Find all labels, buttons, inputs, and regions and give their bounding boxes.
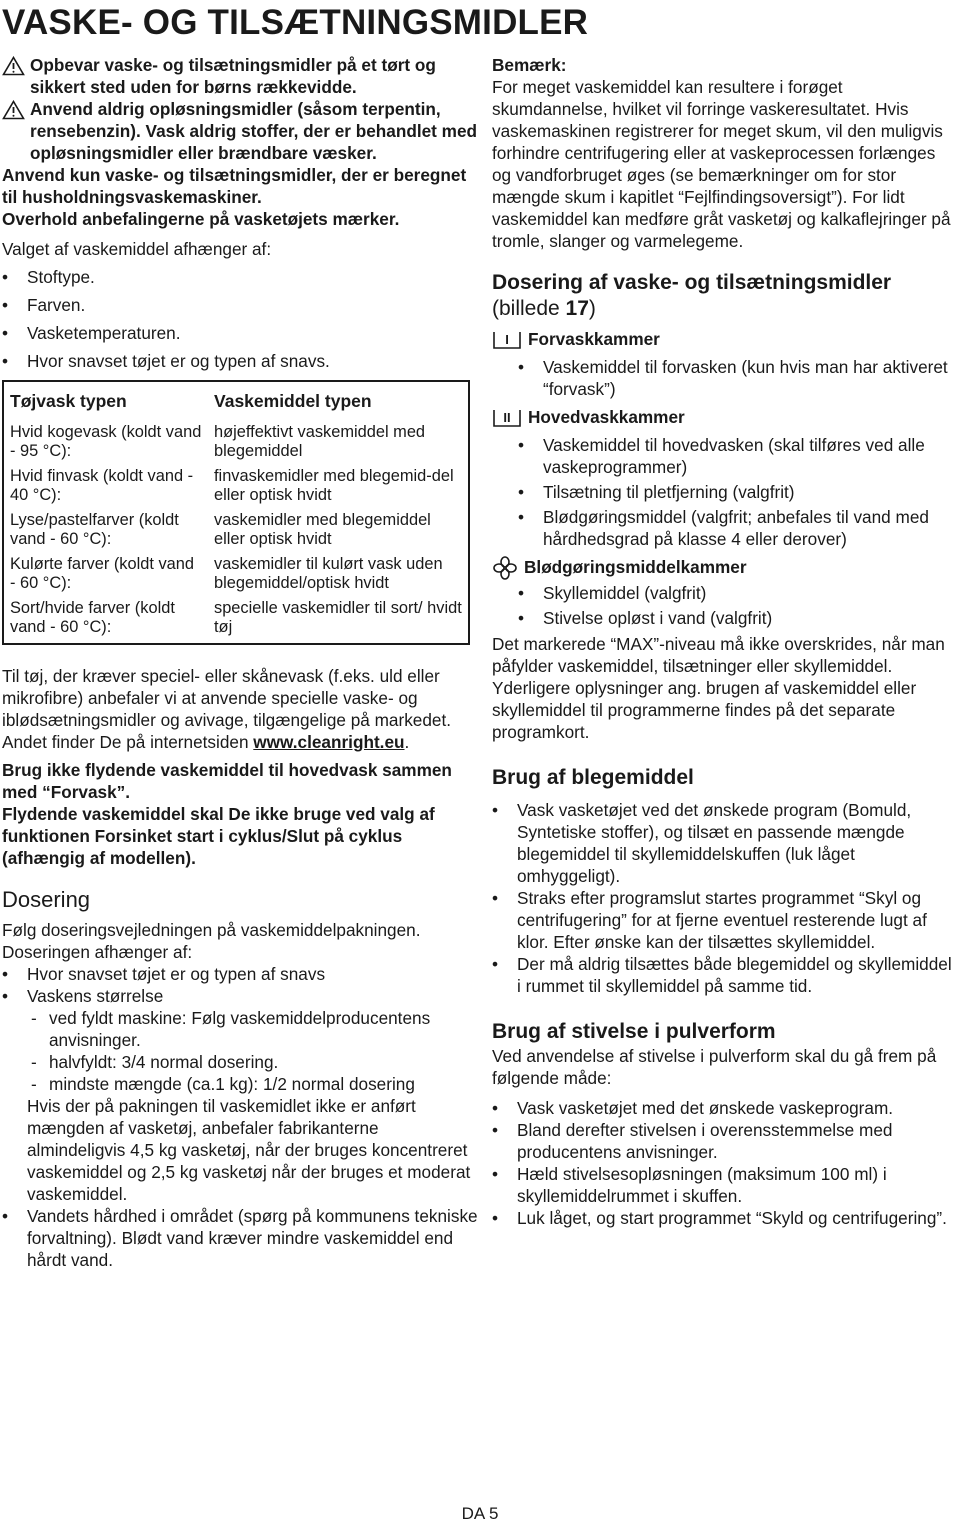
left-column [2, 54, 480, 1271]
prewash-title: Forvaskkammer [528, 329, 660, 349]
website-line [2, 731, 480, 753]
dosing-compartments-heading: Dosering af vaske- og tilsætningsmidler [492, 271, 892, 294]
column-header-laundry-type: Tøjvask typen [10, 391, 127, 411]
list-item [27, 1051, 480, 1073]
table-cell: Hvid finvask (koldt vand - 40 °C): [10, 467, 194, 504]
mainwash-heading [492, 406, 958, 428]
website-suffix: . [404, 732, 410, 752]
dash-marker: - [31, 1074, 37, 1094]
list-item: • Skyllemiddel (valgfrit) [518, 582, 958, 604]
list-item: • Tilsætning til pletfjerning (valgfrit) [518, 481, 958, 503]
detergent-table [2, 380, 470, 645]
table-header-row [3, 381, 469, 420]
table-cell: vaskemidler til kulørt vask uden blegemiddel/optisk hvidt [214, 555, 443, 592]
softener-heading [492, 556, 958, 578]
dosing-heading: Dosering [2, 887, 91, 912]
list-item: • Der må aldrig tilsættes både blegemiddel og skyllemiddel i rummet til skyllemiddel på samme tid. [492, 953, 958, 997]
softener-title: Blødgøringsmiddelkammer [524, 557, 747, 577]
table-row [3, 464, 469, 508]
starch-heading: Brug af stivelse i pulverform [492, 1020, 776, 1043]
mainwash-title: Hovedvaskkammer [528, 407, 685, 427]
bold-note-prewash: Brug ikke flydende vaskemiddel til hovedvask sammen med “Forvask”. [2, 760, 452, 802]
table-cell: Hvid kogevask (koldt vand - 95 °C): [10, 423, 202, 460]
table-cell: Kulørte farver (koldt vand - 60 °C): [10, 555, 195, 592]
table-row [3, 508, 469, 552]
list-item [27, 1007, 480, 1051]
table-cell: vaskemidler med blegemiddel eller optisk hvidt [214, 511, 431, 548]
warning-triangle-icon [2, 100, 25, 120]
warning-solvents [2, 98, 480, 164]
table-row [3, 596, 469, 644]
mainwash-icon-label: II [503, 410, 511, 425]
flower-softener-icon [492, 556, 518, 580]
dosing-size-label: Vaskens størrelse [27, 986, 164, 1006]
max-level-text: Det markerede “MAX”-niveau må ikke overskrides, når man påfylder vaskemiddel, tilsætninger eller skyllemiddel. [492, 634, 945, 676]
list-item: • Vasketemperaturen. [2, 322, 480, 344]
dosing-size-sublist [27, 1007, 480, 1095]
dash-marker: - [31, 1008, 37, 1028]
list-item: • Hvor snavset tøjet er og typen af snavs. [2, 350, 480, 372]
bleach-list [492, 799, 958, 997]
more-info-text: Yderligere oplysninger ang. brugen af vaskemiddel eller skyllemiddel til programmerne findes på det separate programkort. [492, 678, 917, 742]
note-text: For meget vaskemiddel kan resultere i forøget skumdannelse, hvilket vil forringe vaskeresultatet. Hvis vaskemaskinen registrerer for meget skum, vil den muligvis forhindre centrifugering eller at vaskeprocessen forlænges og vandforbruget øges (se bemærkninger om for stor mængde skum i kapitlet “Fejlfindingsoversigt”). For lidt vaskemiddel kan medføre gråt vasketøj og kalkaflejringer på tromle, slanger og varmelegeme. [492, 77, 951, 251]
note-heading: Bemærk: [492, 55, 567, 75]
list-item: • Farven. [2, 294, 480, 316]
image-ref-prefix: (billede [492, 297, 566, 320]
image-ref [492, 296, 958, 322]
bold-note-delayed-start: Flydende vaskemiddel skal De ikke bruge ved valg af funktionen Forsinket start i cyklus/Slut på cyklus (afhængig af modellen). [2, 804, 435, 868]
right-column [492, 54, 958, 1229]
warning-triangle-icon [2, 56, 25, 76]
mainwash-compartment-icon [492, 406, 522, 428]
dosing-list-2 [2, 1205, 480, 1271]
warning-storage-text: Opbevar vaske- og tilsætningsmidler på et tørt og sikkert sted uden for børns rækkevidde. [30, 55, 436, 97]
warning-solvents-text: Anvend aldrig opløsningsmidler (såsom terpentin, rensebenzin). Vask aldrig stoffer, der er behandlet med opløsningsmidler eller brændbare væsker. [30, 99, 478, 163]
list-item: • Stoftype. [2, 266, 480, 288]
website-prefix: Andet finder De på internetsiden [2, 732, 254, 752]
table-row [3, 552, 469, 596]
table-cell: finvaskemidler med blegemid-del eller optisk hvidt [214, 467, 454, 504]
list-item: • Vask vasketøjet med det ønskede vaskeprogram. [492, 1097, 958, 1119]
prewash-list [518, 356, 958, 400]
list-item: • Stivelse opløst i vand (valgfrit) [518, 607, 958, 629]
dosing-sub-text: halvfyldt: 3/4 normal dosering. [49, 1052, 279, 1072]
dosing-after-text: Hvis der på pakningen til vaskemidlet ikke er anført mængden af vasketøj, anbefaler fabrikanterne almindeligvis 4,5 kg vasketøj, når der bruges koncentreret vaskemiddel og 2,5 kg vasketøj når der bruges et moderat vaskemiddel. [27, 1096, 471, 1204]
dosing-sub-text: ved fyldt maskine: Følg vaskemiddelproducentens anvisninger. [49, 1008, 431, 1050]
prewash-heading [492, 328, 958, 350]
warning-household: Anvend kun vaske- og tilsætningsmidler, der er beregnet til husholdningsvaskemaskiner. [2, 165, 467, 207]
starch-intro: Ved anvendelse af stivelse i pulverform skal du gå frem på følgende måde: [492, 1046, 937, 1088]
dosing-sub-text: mindste mængde (ca.1 kg): 1/2 normal dosering [49, 1074, 415, 1094]
dosing-intro: Følg doseringsvejledningen på vaskemiddelpakningen. Doseringen afhænger af: [2, 920, 421, 962]
dosing-list [2, 963, 480, 1007]
warning-storage [2, 54, 480, 98]
choice-factors-list [2, 266, 480, 372]
dash-marker: - [31, 1052, 37, 1072]
choice-intro: Valget af vaskemiddel afhænger af: [2, 239, 272, 259]
table-row [3, 420, 469, 464]
list-item [27, 1073, 480, 1095]
page-number: DA 5 [461, 1504, 499, 1523]
list-item: • Vask vasketøjet ved det ønskede program (Bomuld, Syntetiske stoffer), og tilsæt en passende mængde blegemiddel til skyllemiddelskuffen (luk låget omhyggeligt). [492, 799, 958, 887]
table-cell: Lyse/pastelfarver (koldt vand - 60 °C): [10, 511, 179, 548]
list-item: • Vaskemiddel til forvasken (kun hvis man har aktiveret “forvask”) [518, 356, 958, 400]
special-wash-text: Til tøj, der kræver speciel- eller skånevask (f.eks. uld eller mikrofibre) anbefaler vi at anvende specielle vaske- og iblødsætningsmidler og avivage, tilgængelige på markedet. [2, 666, 452, 730]
warning-labels: Overhold anbefalingerne på vasketøjets mærker. [2, 209, 400, 229]
bleach-heading: Brug af blegemiddel [492, 766, 694, 789]
softener-list [518, 582, 958, 629]
list-item: • Luk låget, og start programmet “Skyld og centrifugering”. [492, 1207, 958, 1229]
list-item: • Hæld stivelsesopløsningen (maksimum 100 ml) i skyllemiddelrummet i skuffen. [492, 1163, 958, 1207]
table-cell: specielle vaskemidler til sort/ hvidt tøj [214, 599, 462, 636]
prewash-icon-label: I [505, 332, 509, 347]
table-cell: Sort/hvide farver (koldt vand - 60 °C): [10, 599, 175, 636]
starch-list [492, 1097, 958, 1229]
table-cell: højeffektivt vaskemiddel med blegemiddel [214, 423, 426, 460]
page-title: VASKE- OG TILSÆTNINGSMIDLER [2, 3, 589, 42]
list-item: • Hvor snavset tøjet er og typen af snavs [2, 963, 480, 985]
list-item: • Vaskemiddel til hovedvasken (skal tilføres ved alle vaskeprogrammer) [518, 434, 958, 478]
list-item [2, 985, 480, 1007]
column-header-detergent-type: Vaskemiddel typen [214, 391, 372, 411]
list-item: • Blødgøringsmiddel (valgfrit; anbefales til vand med hårdhedsgrad på klasse 4 eller derover) [518, 506, 958, 550]
cleanright-link[interactable]: www.cleanright.eu [253, 732, 405, 752]
image-ref-suffix: ) [588, 297, 596, 320]
list-item: • Vandets hårdhed i området (spørg på kommunens tekniske forvaltning). Blødt vand kræver mindre vaskemiddel end hårdt vand. [2, 1205, 480, 1271]
image-ref-number: 17 [565, 297, 589, 320]
mainwash-list [518, 434, 958, 550]
prewash-compartment-icon [492, 328, 522, 350]
list-item: • Straks efter programslut startes programmet “Skyl og centrifugering” for at fjerne eventuel resterende lugt af klor. Efter ønske kan der tilsættes skyllemiddel. [492, 887, 958, 953]
list-item: • Bland derefter stivelsen i overensstemmelse med producentens anvisninger. [492, 1119, 958, 1163]
